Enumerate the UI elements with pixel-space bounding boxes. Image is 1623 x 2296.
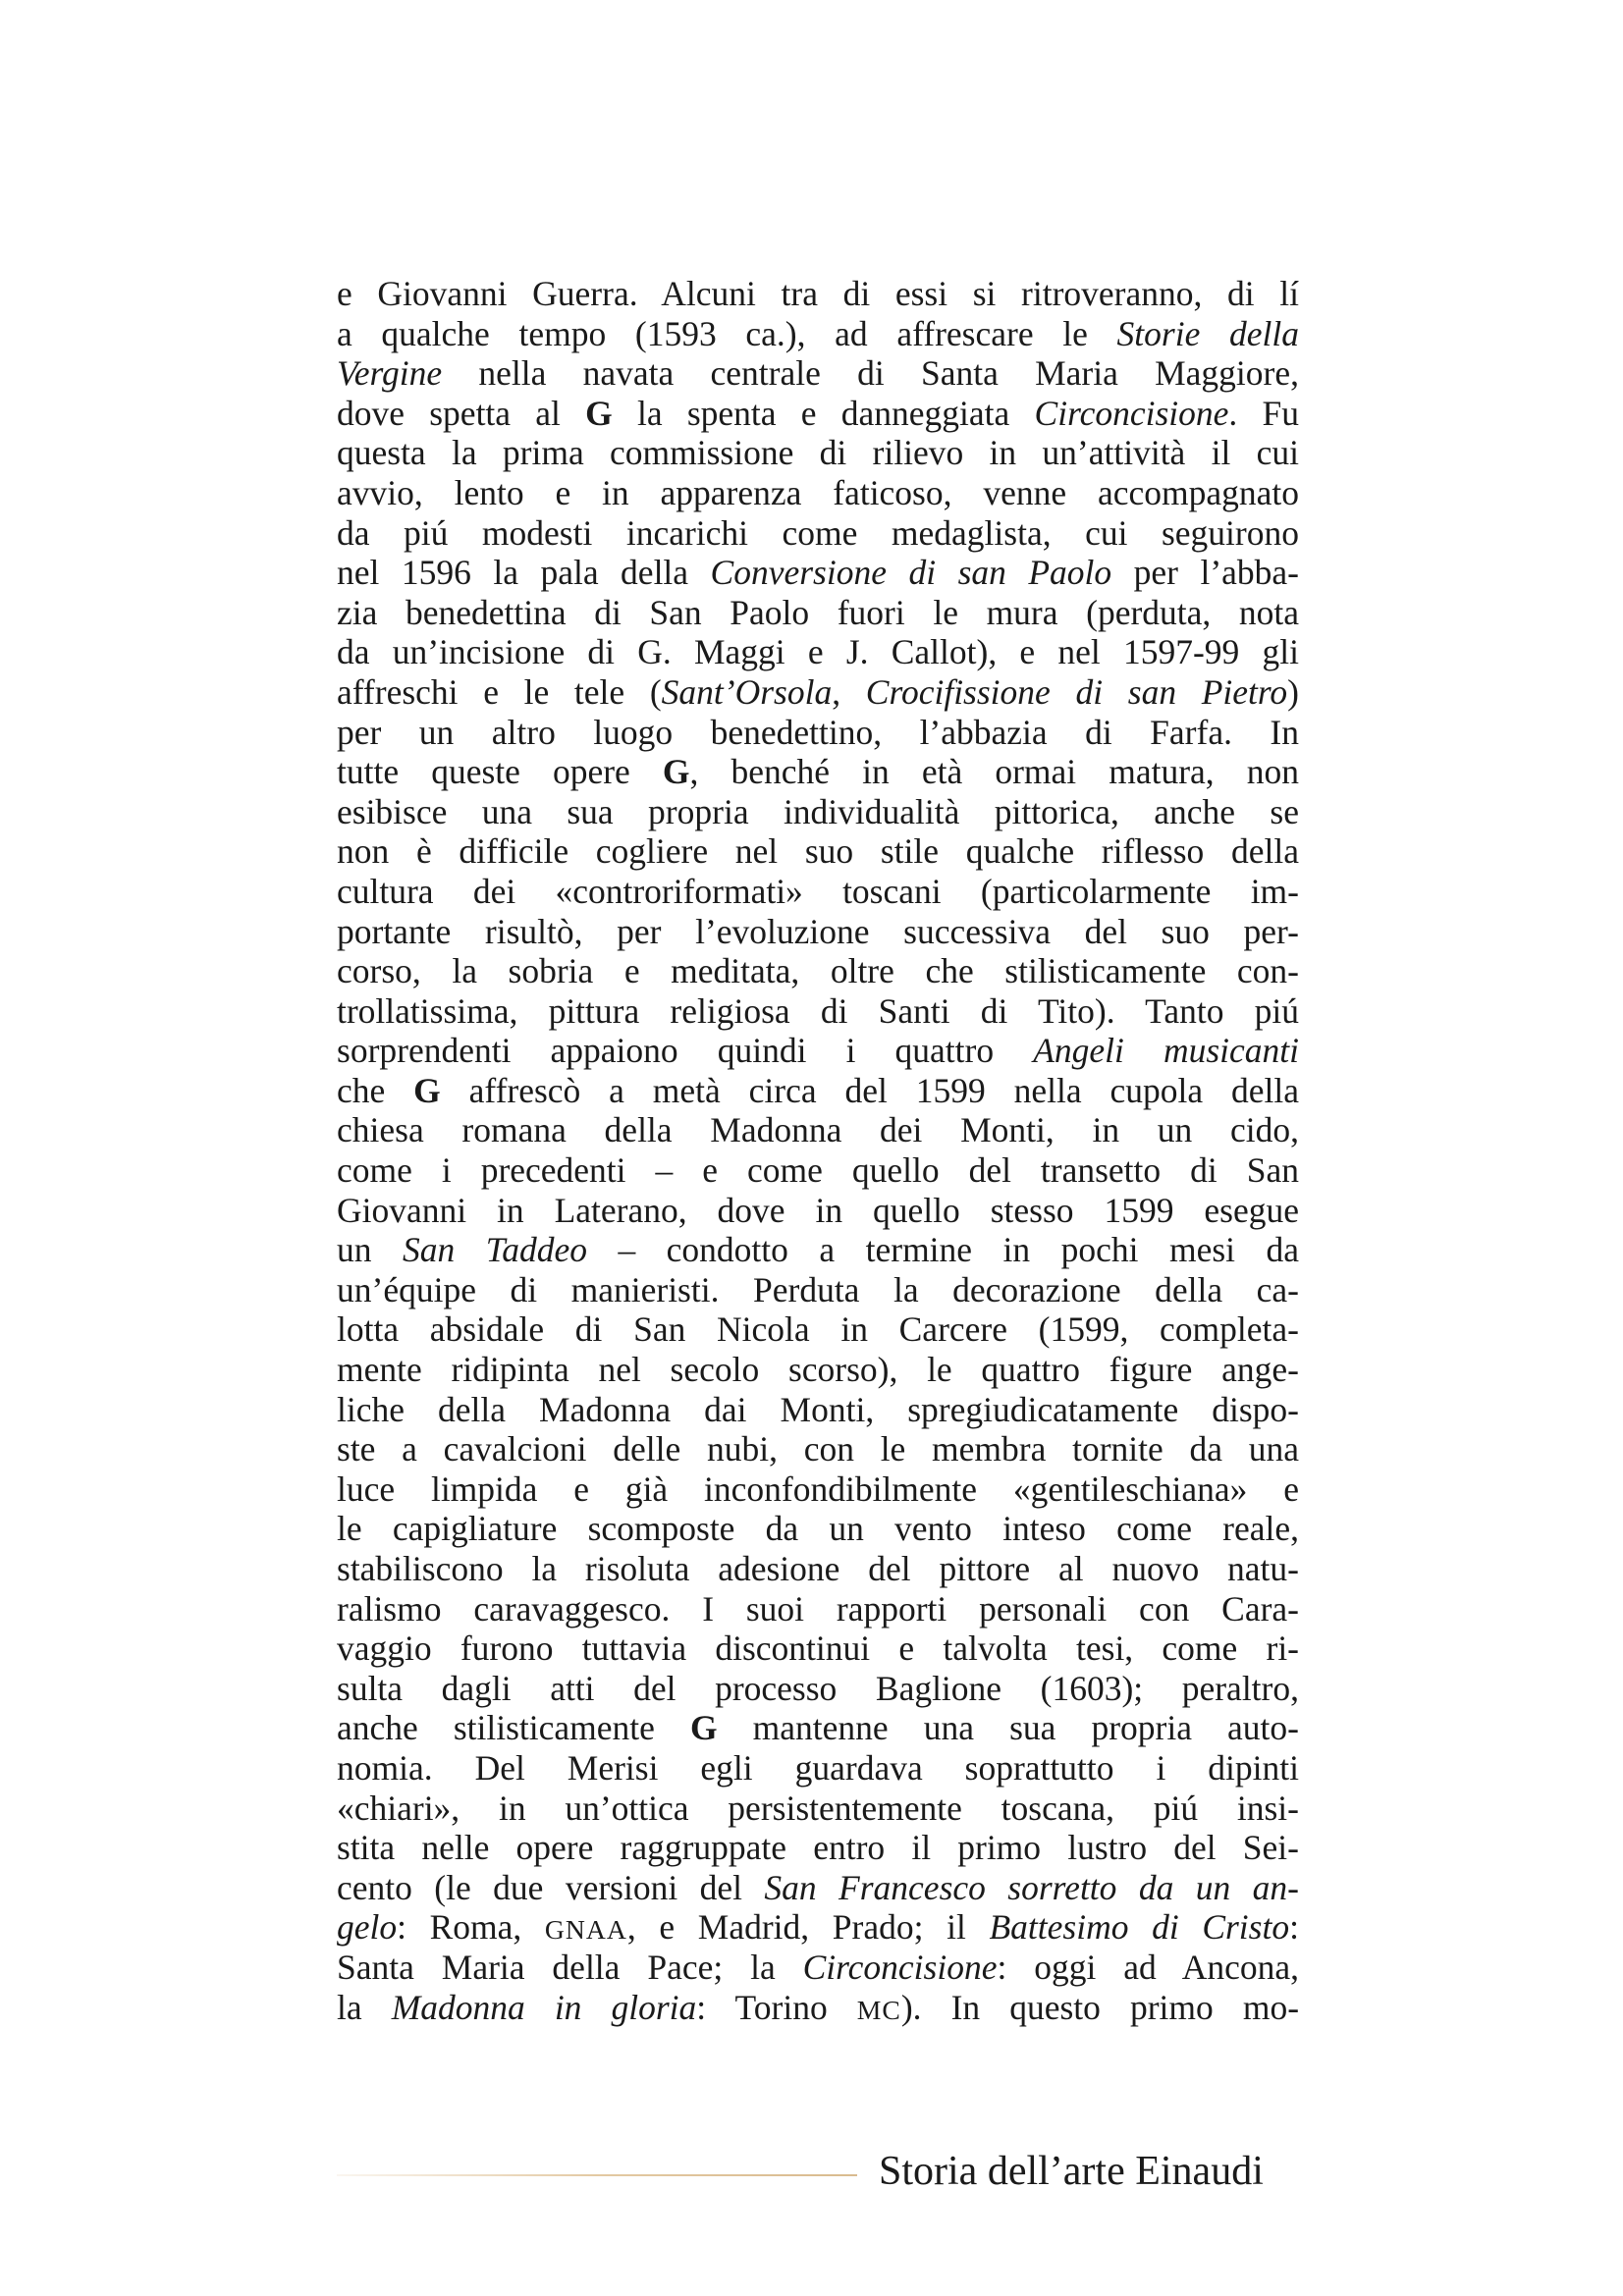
- text-line: liche della Madonna dai Monti, spregiudicatamente dispo-: [337, 1389, 1299, 1429]
- text-line: mente ridipinta nel secolo scorso), le quattro figure ange-: [337, 1350, 1299, 1390]
- text-line: «chiari», in un’ottica persistentemente toscana, piú insi-: [337, 1788, 1299, 1828]
- text-line: zia benedettina di San Paolo fuori le mura (perduta, nota: [337, 592, 1299, 632]
- text-line: la Madonna in gloria: Torino MC). In questo primo mo-: [337, 1987, 1300, 2027]
- text-line: cultura dei «controriformati» toscani (particolarmente im-: [337, 871, 1299, 911]
- text-line: corso, la sobria e meditata, oltre che stilisticamente con-: [337, 951, 1299, 991]
- text-line: ralismo caravaggesco. I suoi rapporti personali con Cara-: [337, 1588, 1299, 1629]
- text-line: avvio, lento e in apparenza faticoso, venne accompagnato: [337, 472, 1299, 512]
- body-text: [337, 274, 1299, 2027]
- text-line: Giovanni in Laterano, dove in quello stesso 1599 esegue: [337, 1190, 1299, 1230]
- text-line: un’équipe di manieristi. Perduta la decorazione della ca-: [337, 1269, 1299, 1309]
- text-line: esibisce una sua propria individualità pittorica, anche se: [337, 791, 1299, 831]
- text-line: stita nelle opere raggruppate entro il primo lustro del Sei-: [337, 1828, 1299, 1868]
- text-line: ste a cavalcioni delle nubi, con le membra tornite da una: [337, 1429, 1299, 1469]
- text-line: anche stilisticamente G mantenne una sua propria auto-: [337, 1708, 1299, 1748]
- text-line: sulta dagli atti del processo Baglione (1603); peraltro,: [337, 1668, 1299, 1708]
- text-line: le capigliature scomposte da un vento inteso come reale,: [337, 1509, 1299, 1549]
- text-line: stabiliscono la risoluta adesione del pittore al nuovo natu-: [337, 1549, 1299, 1588]
- text-line: Santa Maria della Pace; la Circoncisione: oggi ad Ancona,: [337, 1947, 1299, 1987]
- text-line: affreschi e le tele (Sant’Orsola, Crocifissione di san Pietro): [337, 671, 1299, 712]
- text-line: tutte queste opere G, benché in età ormai matura, non: [337, 752, 1300, 792]
- text-line: portante risultò, per l’evoluzione successiva del suo per-: [337, 911, 1299, 951]
- text-line: lotta absidale di San Nicola in Carcere (1599, completa-: [337, 1309, 1299, 1350]
- footer-rule: [337, 2174, 857, 2176]
- text-line: vaggio furono tuttavia discontinui e talvolta tesi, come ri-: [337, 1629, 1299, 1669]
- text-line: da piú modesti incarichi come medaglista, cui seguirono: [337, 512, 1299, 553]
- text-line: cento (le due versioni del San Francesco sorretto da un an-: [337, 1867, 1299, 1907]
- text-line: non è difficile cogliere nel suo stile qualche riflesso della: [337, 831, 1299, 872]
- text-line: chiesa romana della Madonna dei Monti, in un cido,: [337, 1110, 1299, 1150]
- text-line: trollatissima, pittura religiosa di Santi di Tito). Tanto piú: [337, 990, 1299, 1031]
- text-line: gelo: Roma, GNAA, e Madrid, Prado; il Battesimo di Cristo:: [337, 1907, 1299, 1948]
- text-line: questa la prima commissione di rilievo in un’attività il cui: [337, 433, 1299, 473]
- text-line: a qualche tempo (1593 ca.), ad affrescare le Storie della: [337, 313, 1300, 353]
- text-line: come i precedenti – e come quello del transetto di San: [337, 1150, 1299, 1191]
- text-line: che G affrescò a metà circa del 1599 nella cupola della: [337, 1070, 1299, 1110]
- text-line: Vergine nella navata centrale di Santa Maria Maggiore,: [337, 353, 1299, 394]
- text-line: luce limpida e già inconfondibilmente «gentileschiana» e: [337, 1468, 1299, 1509]
- text-line: per un altro luogo benedettino, l’abbazia di Farfa. In: [337, 712, 1299, 752]
- text-line: nel 1596 la pala della Conversione di san Paolo per l’abba-: [337, 553, 1300, 593]
- text-line: dove spetta al G la spenta e danneggiata Circoncisione. Fu: [337, 393, 1299, 433]
- text-line: e Giovanni Guerra. Alcuni tra di essi si ritroveranno, di lí: [337, 274, 1299, 313]
- text-line: nomia. Del Merisi egli guardava soprattutto i dipinti: [337, 1747, 1299, 1788]
- text-line: un San Taddeo – condotto a termine in pochi mesi da: [337, 1230, 1300, 1270]
- text-line: sorprendenti appaiono quindi i quattro Angeli musicanti: [337, 1031, 1299, 1071]
- text-line: da un’incisione di G. Maggi e J. Callot), e nel 1597-99 gli: [337, 632, 1299, 672]
- footer-publisher: Storia dell’arte Einaudi: [879, 2149, 1264, 2194]
